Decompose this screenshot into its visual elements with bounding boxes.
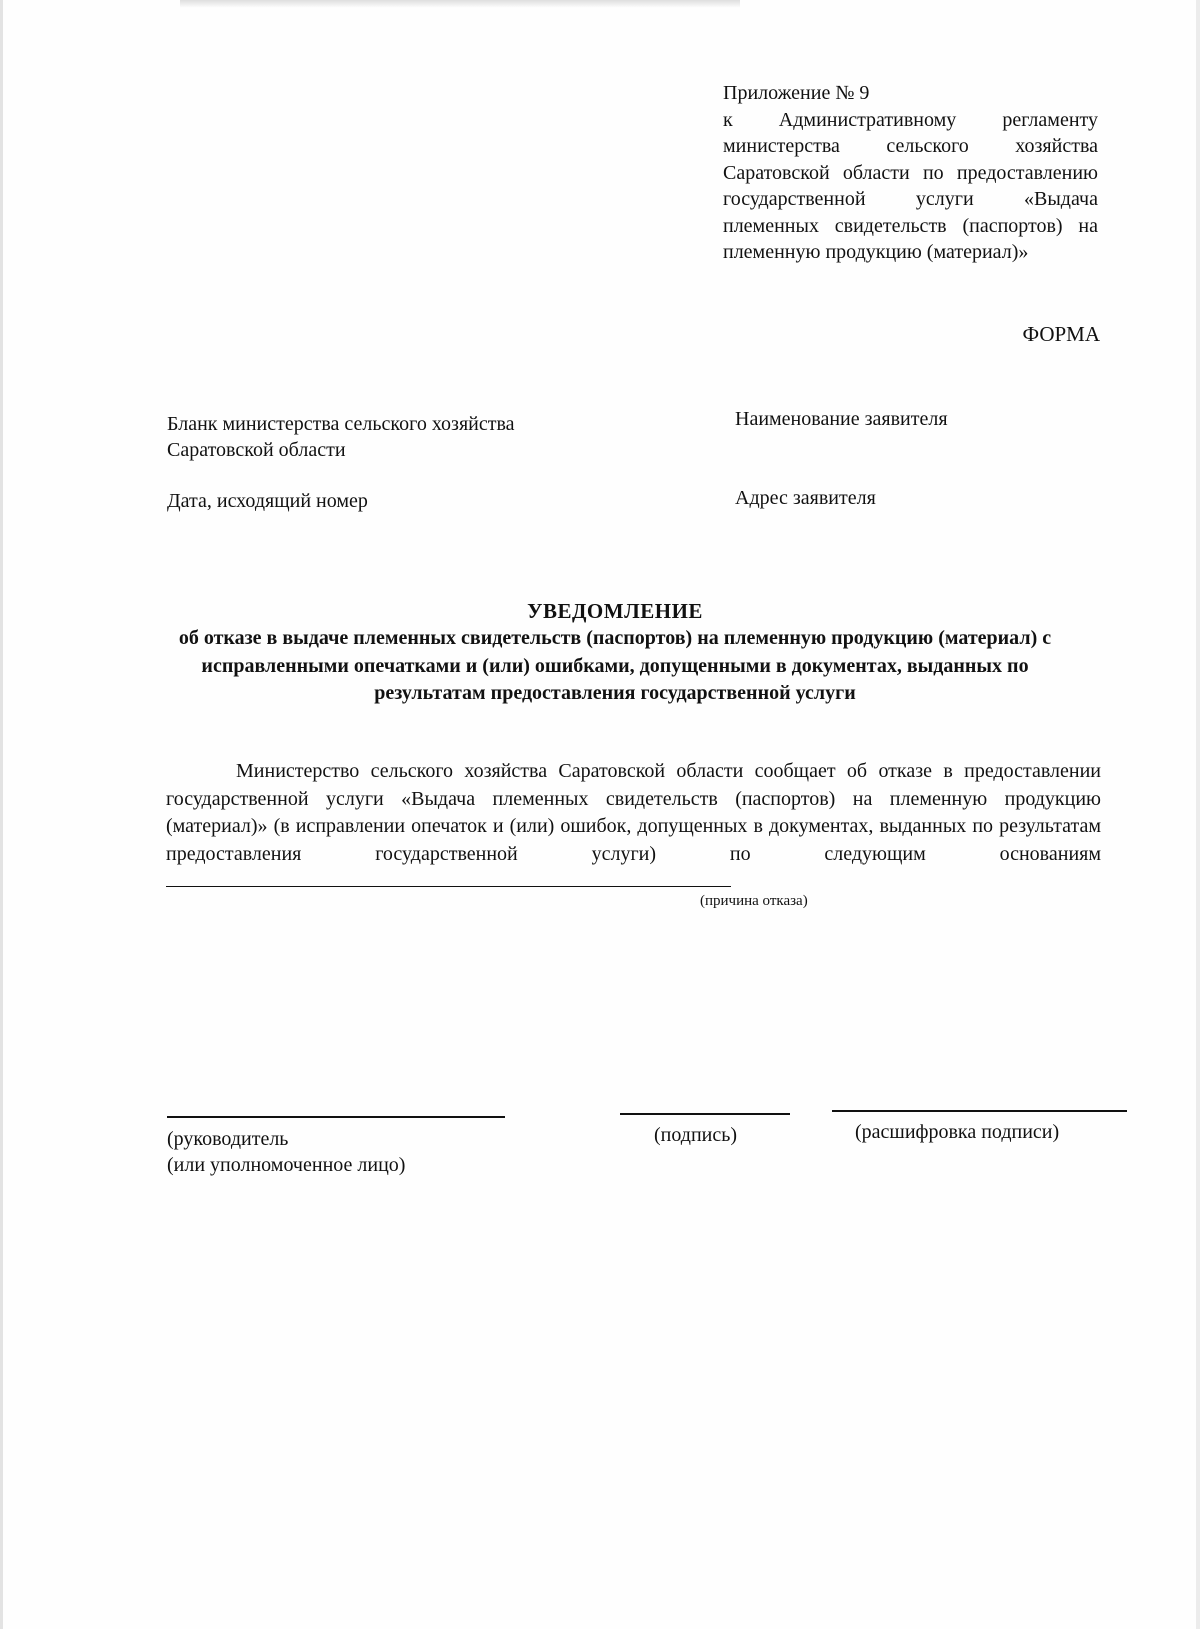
scan-shadow-left (0, 0, 3, 1629)
annex-number: Приложение № 9 (723, 82, 870, 104)
notice-title: УВЕДОМЛЕНИЕ (527, 599, 703, 623)
head-label (167, 1126, 487, 1178)
annex-text: к Административному регламенту министерства сельского хозяйства Саратовской области по предоставлению государственной услуги «Выдача племенных свидетельств (паспортов) на племенную продукцию (материал)» (723, 108, 1098, 263)
refusal-reason-line (166, 868, 731, 887)
signature-line (620, 1113, 790, 1115)
notice-body-text: Министерство сельского хозяйства Саратовской области сообщает об отказе в предоставлении государственной услуги «Выдача племенных свидетельств (паспортов) на племенную продукцию (материал)» (в исправлении опечаток и (или) ошибок, допущенных в документах, выданных по результатам предоставления государственной услуги) по следующим основаниям (166, 760, 1101, 865)
date-number-label: Дата, исходящий номер (167, 490, 368, 512)
head-signature-line (167, 1116, 505, 1118)
annex-block (723, 80, 1098, 266)
head-label-line1: (руководитель (167, 1128, 289, 1150)
notice-subtitle: об отказе в выдаче племенных свидетельств (паспортов) на племенную продукцию (материал) с исправленными опечатками и (или) ошибками, допущенными в документах, выданных по результатам предоставления государственной услуги (178, 627, 1052, 704)
signature-decode-line (832, 1110, 1127, 1112)
refusal-reason-caption: (причина отказа) (700, 893, 808, 909)
form-label: ФОРМА (1022, 322, 1100, 346)
notice-body (166, 758, 1101, 896)
applicant-name-label: Наименование заявителя (735, 408, 948, 430)
head-label-line2: (или уполномоченное лицо) (167, 1154, 406, 1176)
applicant-address-label: Адрес заявителя (735, 487, 876, 509)
ministry-blank-label: Бланк министерства сельского хозяйства Саратовской области (167, 413, 515, 461)
scan-shadow-top (180, 0, 740, 8)
signature-label: (подпись) (654, 1124, 738, 1146)
notice-heading (150, 597, 1080, 708)
signature-decode-label: (расшифровка подписи) (855, 1121, 1060, 1143)
scan-shadow-right (1196, 0, 1200, 1629)
